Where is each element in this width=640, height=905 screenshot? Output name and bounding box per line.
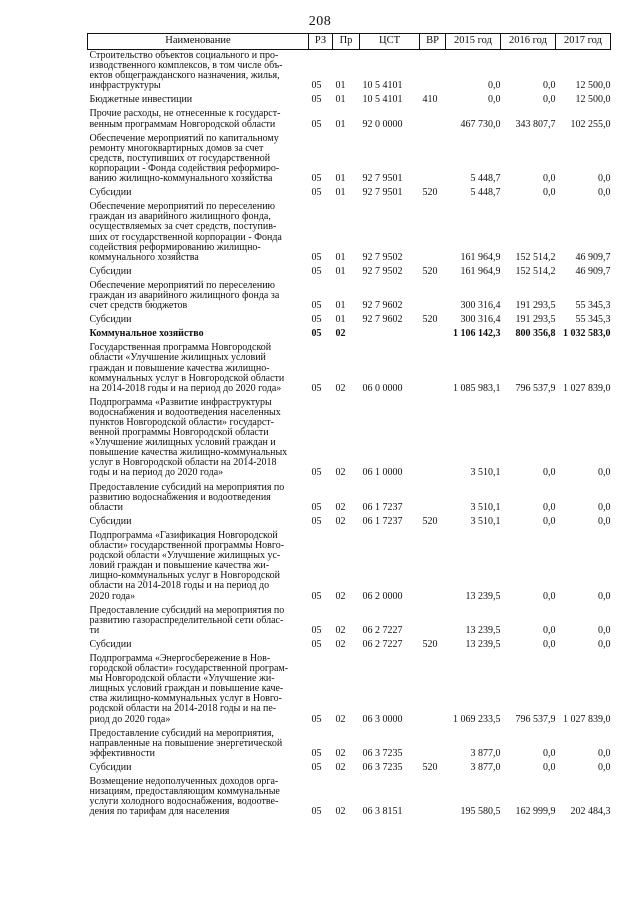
table-row xyxy=(88,774,611,818)
row-rz: 05 xyxy=(311,382,322,394)
row-rz: 05 xyxy=(311,761,322,773)
row-2015: 5 448,7 xyxy=(470,187,501,199)
row-pr: 02 xyxy=(335,467,346,479)
row-2015: 3 877,0 xyxy=(470,747,501,759)
row-2015: 1 085 983,1 xyxy=(453,382,501,394)
row-name: Подпрограмма «Энергосбережение в Нов- городской области» государственной програм- мы Новгородской области «Улучшение жи- лищных условий граждан и повышение каче- ства жилищно-коммунальных услуг в Новго- родской области на 2014-2018 годы и на пе- риод до 2020 года» xyxy=(89,652,289,725)
row-2017: 1 027 839,0 xyxy=(563,382,611,394)
table-row xyxy=(88,106,611,130)
row-2016: 800 356,8 xyxy=(515,328,556,340)
header-pr: Пр xyxy=(333,34,360,50)
row-rz: 05 xyxy=(311,328,322,340)
row-name: Государственная программа Новгородской области «Улучшение жилищных условий граждан и повышение качества жилищно- коммунальных услуг в Новгородской области на 2014-2018 годы и на период до 2020 года» xyxy=(89,342,285,394)
row-pr: 02 xyxy=(335,624,346,636)
row-2016: 796 537,9 xyxy=(515,713,556,725)
row-pr: 01 xyxy=(335,251,346,263)
row-vr: 520 xyxy=(422,761,438,773)
row-pr: 02 xyxy=(335,328,346,340)
header-cst: ЦСТ xyxy=(360,34,420,50)
row-pr: 01 xyxy=(335,187,346,199)
row-vr: 520 xyxy=(422,187,438,199)
row-cst: 92 7 9602 xyxy=(362,314,403,326)
table-row xyxy=(88,603,611,637)
table-row xyxy=(88,651,611,726)
row-rz: 05 xyxy=(311,80,322,92)
row-cst xyxy=(360,326,420,340)
page-number: 208 xyxy=(308,14,332,29)
row-2015: 3 510,1 xyxy=(470,515,501,527)
row-2017: 202 484,3 xyxy=(570,806,611,818)
row-2016: 0,0 xyxy=(543,80,556,92)
header-2017: 2017 год xyxy=(556,34,611,50)
row-2016: 0,0 xyxy=(543,94,556,106)
row-2016: 343 807,7 xyxy=(515,118,556,130)
row-rz: 05 xyxy=(311,251,322,263)
row-2017: 0,0 xyxy=(598,187,611,199)
row-2015: 195 580,5 xyxy=(460,806,501,818)
row-2015: 300 316,4 xyxy=(460,314,501,326)
row-2017: 0,0 xyxy=(598,624,611,636)
row-cst: 06 2 0000 xyxy=(362,590,403,602)
row-rz: 05 xyxy=(311,638,322,650)
row-2015: 5 448,7 xyxy=(470,173,501,185)
row-vr xyxy=(420,395,446,480)
row-pr: 02 xyxy=(335,590,346,602)
row-2017: 46 909,7 xyxy=(575,265,611,277)
row-pr: 02 xyxy=(335,713,346,725)
row-2017: 46 909,7 xyxy=(575,251,611,263)
row-2016: 0,0 xyxy=(543,624,556,636)
row-2017: 1 032 583,0 xyxy=(563,328,611,340)
row-2016: 0,0 xyxy=(543,590,556,602)
row-2015: 0,0 xyxy=(488,94,501,106)
header-rz: РЗ xyxy=(309,34,333,50)
row-vr xyxy=(420,199,446,264)
row-2017: 0,0 xyxy=(598,747,611,759)
row-pr: 02 xyxy=(335,638,346,650)
row-pr: 02 xyxy=(335,806,346,818)
row-2017: 102 255,0 xyxy=(570,118,611,130)
row-pr: 02 xyxy=(335,747,346,759)
row-name: Бюджетные инвестиции xyxy=(89,94,193,106)
row-vr xyxy=(420,326,446,340)
row-pr: 02 xyxy=(335,382,346,394)
budget-table xyxy=(87,33,611,818)
row-2017: 1 027 839,0 xyxy=(563,713,611,725)
table-row xyxy=(88,278,611,312)
row-name: Обеспечение мероприятий по капитальному ремонту многоквартирных домов за счет средств, поступивших от государственной корпорации - Фонда содействия реформиро- ванию жилищно-коммунального хозяйства xyxy=(89,132,280,185)
table-row xyxy=(88,326,611,340)
row-2015: 161 964,9 xyxy=(460,265,501,277)
row-cst: 06 3 7235 xyxy=(362,747,403,759)
row-pr: 01 xyxy=(335,94,346,106)
row-rz: 05 xyxy=(311,713,322,725)
row-cst: 92 7 9501 xyxy=(362,187,403,199)
row-name: Субсидии xyxy=(89,265,132,277)
row-2016: 0,0 xyxy=(543,173,556,185)
row-rz: 05 xyxy=(311,173,322,185)
row-cst: 92 7 9501 xyxy=(362,173,403,185)
row-vr xyxy=(420,131,446,185)
row-2016: 191 293,5 xyxy=(515,300,556,312)
row-2016: 0,0 xyxy=(543,515,556,527)
row-cst: 06 3 7235 xyxy=(362,761,403,773)
table-row xyxy=(88,264,611,278)
row-pr: 01 xyxy=(335,300,346,312)
row-2015: 13 239,5 xyxy=(465,590,501,602)
row-name: Субсидии xyxy=(89,314,132,326)
row-rz: 05 xyxy=(311,94,322,106)
row-2015: 467 730,0 xyxy=(460,118,501,130)
row-2017: 0,0 xyxy=(598,173,611,185)
table-row xyxy=(88,340,611,394)
table-row xyxy=(88,312,611,326)
table-row xyxy=(88,726,611,760)
row-2016: 191 293,5 xyxy=(515,314,556,326)
row-cst: 06 2 7227 xyxy=(362,624,403,636)
row-2015: 0,0 xyxy=(488,80,501,92)
row-name: Субсидии xyxy=(89,187,132,199)
row-name: Предоставление субсидий на мероприятия, направленные на повышение энергетической эффективности xyxy=(89,727,283,759)
row-name: Субсидии xyxy=(89,515,132,527)
row-pr: 01 xyxy=(335,80,346,92)
row-2015: 3 510,1 xyxy=(470,501,501,513)
row-name: Прочие расходы, не отнесенные к государст- венным программам Новгородской области xyxy=(89,108,281,130)
row-2015: 300 316,4 xyxy=(460,300,501,312)
row-vr: 410 xyxy=(422,94,438,106)
row-rz: 05 xyxy=(311,300,322,312)
row-2017: 0,0 xyxy=(598,467,611,479)
row-name: Строительство объектов социального и про- изводственного комплексов, в том числе объ- ектов общегражданского назначения, жилья, инфраструктуры xyxy=(89,50,283,92)
row-2017: 0,0 xyxy=(598,590,611,602)
row-2017: 0,0 xyxy=(598,638,611,650)
row-2017: 0,0 xyxy=(598,501,611,513)
row-cst: 06 2 7227 xyxy=(362,638,403,650)
row-vr xyxy=(420,278,446,312)
row-rz: 05 xyxy=(311,806,322,818)
row-2017: 0,0 xyxy=(598,515,611,527)
table-header xyxy=(88,34,611,50)
table-row xyxy=(88,50,611,93)
row-2015: 13 239,5 xyxy=(465,624,501,636)
table-row xyxy=(88,637,611,651)
row-name: Подпрограмма «Развитие инфраструктуры водоснабжения и водоотведения населенных пунктов Новгородской области» государст- венной программы Новгородской области «Улучшение жилищных условий граждан и повышение качества жилищно-коммунальных услуг в Новгородской области на 2014-2018 годы и на период до 2020 года» xyxy=(89,396,288,479)
row-cst: 10 5 4101 xyxy=(362,80,403,92)
row-vr: 520 xyxy=(422,314,438,326)
table-row xyxy=(88,480,611,514)
header-name: Наименование xyxy=(88,34,309,50)
row-2016: 796 537,9 xyxy=(515,382,556,394)
row-vr xyxy=(420,774,446,818)
table-row xyxy=(88,185,611,199)
row-rz: 05 xyxy=(311,515,322,527)
row-cst: 92 0 0000 xyxy=(362,118,403,130)
row-rz: 05 xyxy=(311,747,322,759)
row-name: Субсидии xyxy=(89,638,132,650)
row-cst: 10 5 4101 xyxy=(362,94,403,106)
row-2015: 161 964,9 xyxy=(460,251,501,263)
row-2016: 0,0 xyxy=(543,761,556,773)
row-cst: 06 1 0000 xyxy=(362,467,403,479)
table-row xyxy=(88,92,611,106)
table-row xyxy=(88,395,611,480)
table-row xyxy=(88,760,611,774)
row-rz: 05 xyxy=(311,590,322,602)
row-pr: 02 xyxy=(335,761,346,773)
row-2015: 3 510,1 xyxy=(470,467,501,479)
row-rz: 05 xyxy=(311,314,322,326)
row-rz: 05 xyxy=(311,187,322,199)
row-2016: 0,0 xyxy=(543,187,556,199)
row-cst: 92 7 9502 xyxy=(362,251,403,263)
row-rz: 05 xyxy=(311,265,322,277)
row-rz: 05 xyxy=(311,501,322,513)
row-name: Обеспечение мероприятий по переселению граждан из аварийного жилищного фонда, осуществляемых за счет средств, поступив- ших от государственной корпорации - Фонда содействия реформированию жилищно- коммунального хозяйства xyxy=(89,201,282,263)
row-rz: 05 xyxy=(311,624,322,636)
row-2017: 55 345,3 xyxy=(575,314,611,326)
row-2016: 152 514,2 xyxy=(515,251,556,263)
row-cst: 92 7 9602 xyxy=(362,300,403,312)
row-pr: 01 xyxy=(335,118,346,130)
row-vr: 520 xyxy=(422,515,438,527)
row-2017: 12 500,0 xyxy=(575,94,611,106)
header-2015: 2015 год xyxy=(446,34,501,50)
row-cst: 92 7 9502 xyxy=(362,265,403,277)
row-2016: 162 999,9 xyxy=(515,806,556,818)
row-vr xyxy=(420,726,446,760)
row-2016: 0,0 xyxy=(543,638,556,650)
row-cst: 06 0 0000 xyxy=(362,382,403,394)
row-cst: 06 1 7237 xyxy=(362,515,403,527)
row-name: Возмещение недополученных доходов орга- низациям, предоставляющим коммунальные услуги холодного водоснабжения, водоотве- дения по тарифам для населения xyxy=(89,776,280,818)
row-2017: 55 345,3 xyxy=(575,300,611,312)
row-2016: 0,0 xyxy=(543,501,556,513)
row-2017: 12 500,0 xyxy=(575,80,611,92)
row-pr: 02 xyxy=(335,501,346,513)
row-pr: 01 xyxy=(335,265,346,277)
row-cst: 06 3 8151 xyxy=(362,806,403,818)
row-rz: 05 xyxy=(311,467,322,479)
row-name: Коммунальное хозяйство xyxy=(89,328,204,340)
table-row xyxy=(88,131,611,185)
row-2015: 3 877,0 xyxy=(470,761,501,773)
row-pr: 02 xyxy=(335,515,346,527)
row-vr xyxy=(420,340,446,394)
row-vr: 520 xyxy=(422,638,438,650)
table-body xyxy=(88,50,611,819)
row-name: Подпрограмма «Газификация Новгородской области» государственной программы Новго- родской области «Улучшение жилищных ус- ловий граждан и повышение качества жи- лищно-коммунальных услуг в Новгородской области на 2014-2018 годы и на период до 2020 года» xyxy=(89,529,285,602)
row-2016: 0,0 xyxy=(543,467,556,479)
header-2016: 2016 год xyxy=(501,34,556,50)
row-vr xyxy=(420,528,446,603)
row-2015: 13 239,5 xyxy=(465,638,501,650)
row-name: Субсидии xyxy=(89,761,132,773)
row-vr xyxy=(420,50,446,93)
table-row xyxy=(88,199,611,264)
row-2015: 1 069 233,5 xyxy=(453,713,501,725)
row-cst: 06 1 7237 xyxy=(362,501,403,513)
row-vr xyxy=(420,480,446,514)
row-pr: 01 xyxy=(335,173,346,185)
row-name: Предоставление субсидий на мероприятия по развитию водоснабжения и водоотведения области xyxy=(89,481,285,513)
row-name: Обеспечение мероприятий по переселению граждан из аварийного жилищного фонда за счет средств бюджетов xyxy=(89,279,280,312)
row-2016: 152 514,2 xyxy=(515,265,556,277)
row-vr xyxy=(420,106,446,130)
row-vr xyxy=(420,651,446,726)
table-row xyxy=(88,528,611,603)
table-row xyxy=(88,514,611,528)
header-vr: ВР xyxy=(420,34,446,50)
row-name: Предоставление субсидий на мероприятия по развитию газораспределительной сети облас- ти xyxy=(89,604,285,636)
row-2016: 0,0 xyxy=(543,747,556,759)
row-2017: 0,0 xyxy=(598,761,611,773)
row-2015: 1 106 142,3 xyxy=(453,328,501,340)
row-vr: 520 xyxy=(422,265,438,277)
row-vr xyxy=(420,603,446,637)
row-rz: 05 xyxy=(311,118,322,130)
row-cst: 06 3 0000 xyxy=(362,713,403,725)
row-pr: 01 xyxy=(335,314,346,326)
